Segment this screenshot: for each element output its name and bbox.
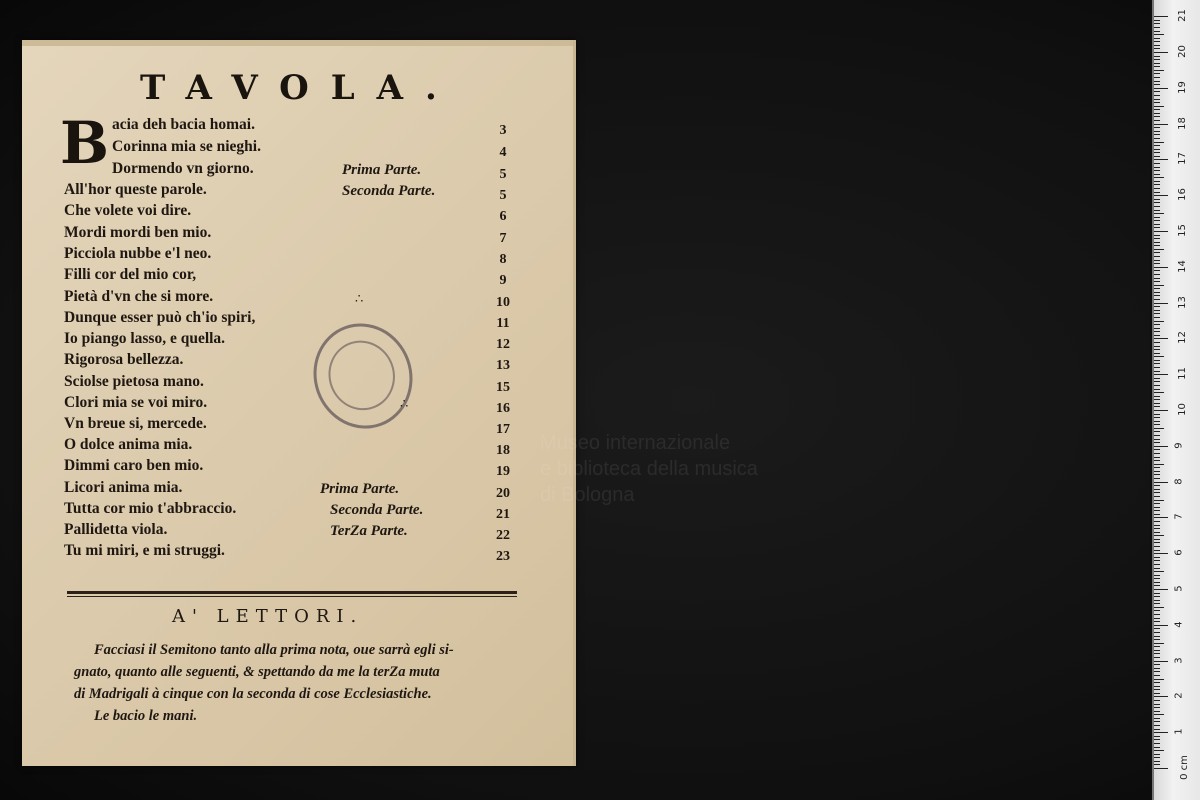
lettori-line: gnato, quanto alle seguenti, & spettando da me la terZa muta bbox=[74, 664, 440, 680]
toc-page-number: 20 bbox=[496, 486, 510, 501]
page-title: TAVOLA. bbox=[140, 68, 459, 108]
ruler-tick bbox=[1154, 138, 1160, 139]
ruler-tick bbox=[1154, 385, 1160, 386]
ruler-tick bbox=[1154, 113, 1160, 114]
toc-part-label: Prima Parte. bbox=[320, 481, 400, 497]
ruler-tick bbox=[1154, 184, 1160, 185]
ruler-tick bbox=[1154, 281, 1160, 282]
ruler-tick bbox=[1154, 614, 1160, 615]
ruler-tick bbox=[1154, 256, 1160, 257]
ruler-tick bbox=[1154, 600, 1160, 601]
ruler-tick bbox=[1154, 70, 1164, 71]
ruler-tick bbox=[1154, 621, 1160, 622]
ruler-number: 13 bbox=[1176, 295, 1188, 309]
lettori-line: Facciasi il Semitono tanto alla prima nota, oue sarrà egli si- bbox=[94, 642, 454, 658]
ruler-tick bbox=[1154, 414, 1160, 415]
ruler-tick bbox=[1154, 88, 1168, 89]
ruler-tick bbox=[1154, 242, 1160, 243]
ruler-tick bbox=[1154, 718, 1160, 719]
ruler-tick bbox=[1154, 177, 1164, 178]
ruler-tick bbox=[1154, 27, 1160, 28]
ruler-tick bbox=[1154, 134, 1160, 135]
toc-title: All'hor queste parole. bbox=[64, 181, 207, 198]
ruler-tick bbox=[1154, 238, 1160, 239]
toc-title: Dunque esser può ch'io spiri, bbox=[64, 309, 256, 326]
ruler-tick bbox=[1154, 571, 1164, 572]
ruler-tick bbox=[1154, 593, 1160, 594]
ruler-tick bbox=[1154, 607, 1164, 608]
ruler-tick bbox=[1154, 285, 1164, 286]
ruler-tick bbox=[1154, 77, 1160, 78]
ruler-unit-label: 0 cm bbox=[1178, 755, 1190, 780]
ruler-tick bbox=[1154, 754, 1160, 755]
ruler-tick bbox=[1154, 363, 1160, 364]
toc-part-label: Seconda Parte. bbox=[342, 183, 436, 199]
ruler-tick bbox=[1154, 467, 1160, 468]
toc-title: Mordi mordi ben mio. bbox=[64, 224, 212, 241]
ruler-tick bbox=[1154, 353, 1160, 354]
book-page bbox=[22, 40, 576, 766]
ruler-tick bbox=[1154, 424, 1160, 425]
toc-title: Picciola nubbe e'l neo. bbox=[64, 245, 212, 262]
toc-title: Sciolse pietosa mano. bbox=[64, 373, 204, 390]
ruler-tick bbox=[1154, 610, 1160, 611]
toc-page-number: 23 bbox=[496, 549, 510, 564]
ruler-tick bbox=[1154, 23, 1160, 24]
ruler-tick bbox=[1154, 299, 1160, 300]
ruler-tick bbox=[1154, 131, 1160, 132]
ruler-tick bbox=[1154, 435, 1160, 436]
ruler-tick bbox=[1154, 585, 1160, 586]
ruler-tick bbox=[1154, 52, 1168, 53]
ruler-number: 21 bbox=[1176, 9, 1188, 23]
ruler-tick bbox=[1154, 503, 1160, 504]
ruler-tick bbox=[1154, 596, 1160, 597]
ruler-tick bbox=[1154, 568, 1160, 569]
ruler-tick bbox=[1154, 575, 1160, 576]
ruler-tick bbox=[1154, 671, 1160, 672]
ruler-tick bbox=[1154, 202, 1160, 203]
toc-title: acia deh bacia homai. bbox=[112, 116, 255, 133]
ruler-tick bbox=[1154, 38, 1160, 39]
watermark-line: e biblioteca della musica bbox=[540, 458, 758, 480]
ruler-tick bbox=[1154, 399, 1160, 400]
library-stamp bbox=[299, 309, 427, 442]
ruler-tick bbox=[1154, 317, 1160, 318]
ruler-tick bbox=[1154, 338, 1168, 339]
ruler-tick bbox=[1154, 145, 1160, 146]
ruler-tick bbox=[1154, 20, 1160, 21]
ruler-tick bbox=[1154, 109, 1160, 110]
ruler-tick bbox=[1154, 267, 1168, 268]
ruler-tick bbox=[1154, 328, 1160, 329]
toc-page-number: 4 bbox=[499, 145, 507, 160]
ruler-tick bbox=[1154, 195, 1168, 196]
ruler-tick bbox=[1154, 378, 1160, 379]
ruler-tick bbox=[1154, 73, 1160, 74]
ruler-tick bbox=[1154, 507, 1160, 508]
ruler-number: 7 bbox=[1173, 513, 1185, 521]
toc-page-number: 7 bbox=[499, 231, 507, 246]
ruler-tick bbox=[1154, 181, 1160, 182]
ruler-number: 11 bbox=[1176, 367, 1188, 381]
ruler-tick bbox=[1154, 288, 1160, 289]
ruler-tick bbox=[1154, 59, 1160, 60]
toc-page-number: 5 bbox=[499, 167, 507, 182]
toc-title: Tu mi miri, e mi struggi. bbox=[64, 542, 225, 559]
ruler-tick bbox=[1154, 636, 1160, 637]
ruler-number: 17 bbox=[1176, 152, 1188, 166]
ruler-tick bbox=[1154, 460, 1160, 461]
ruler-tick bbox=[1154, 546, 1160, 547]
ruler-tick bbox=[1154, 310, 1160, 311]
toc-title: O dolce anima mia. bbox=[64, 436, 193, 453]
watermark-line: Museo internazionale bbox=[540, 432, 731, 454]
ruler-tick bbox=[1154, 525, 1160, 526]
ruler-tick bbox=[1154, 210, 1160, 211]
toc-page-number: 17 bbox=[496, 422, 510, 437]
ruler-tick bbox=[1154, 356, 1164, 357]
ruler-tick bbox=[1154, 446, 1168, 447]
ruler-tick bbox=[1154, 550, 1160, 551]
watermark-line: di Bologna bbox=[540, 484, 635, 506]
drop-cap: B bbox=[60, 109, 110, 177]
ruler-tick bbox=[1154, 389, 1160, 390]
ruler-tick bbox=[1154, 227, 1160, 228]
toc-title: Tutta cor mio t'abbraccio. bbox=[64, 500, 237, 517]
ruler-tick bbox=[1154, 306, 1160, 307]
ruler-number: 8 bbox=[1173, 477, 1185, 485]
toc-page-number: 11 bbox=[496, 316, 510, 331]
ruler-tick bbox=[1154, 124, 1168, 125]
ruler-number: 1 bbox=[1173, 728, 1185, 735]
ruler-tick bbox=[1154, 231, 1168, 232]
toc-page-number: 12 bbox=[496, 337, 510, 352]
ruler-tick bbox=[1154, 245, 1160, 246]
ruler-tick bbox=[1154, 367, 1160, 368]
toc-part-label: Prima Parte. bbox=[342, 162, 422, 178]
ruler-tick bbox=[1154, 693, 1160, 694]
ruler-tick bbox=[1154, 736, 1160, 737]
ornament-mark: ∴ bbox=[400, 397, 409, 412]
ruler-tick bbox=[1154, 81, 1160, 82]
ruler-tick bbox=[1154, 324, 1160, 325]
ruler-tick bbox=[1154, 278, 1160, 279]
ruler-tick bbox=[1154, 442, 1160, 443]
divider-rule-thin bbox=[67, 596, 517, 597]
ruler-tick bbox=[1154, 510, 1160, 511]
ruler-tick bbox=[1154, 48, 1160, 49]
ruler-tick bbox=[1154, 553, 1168, 554]
ruler-tick bbox=[1154, 464, 1164, 465]
ruler-tick bbox=[1154, 335, 1160, 336]
toc-title: Clori mia se voi miro. bbox=[64, 394, 208, 411]
ruler-tick bbox=[1154, 116, 1160, 117]
ruler-tick bbox=[1154, 757, 1160, 758]
ruler-tick bbox=[1154, 474, 1160, 475]
ruler-tick bbox=[1154, 721, 1160, 722]
toc-page-number: 16 bbox=[496, 401, 510, 416]
toc-title: Licori anima mia. bbox=[64, 479, 183, 496]
ruler-tick bbox=[1154, 532, 1160, 533]
ruler-tick bbox=[1154, 632, 1160, 633]
ruler-tick bbox=[1154, 403, 1160, 404]
ruler-tick bbox=[1154, 260, 1160, 261]
ruler-number: 20 bbox=[1176, 45, 1188, 58]
ruler-tick bbox=[1154, 700, 1160, 701]
ruler-tick bbox=[1154, 514, 1160, 515]
ruler-tick bbox=[1154, 199, 1160, 200]
ruler-tick bbox=[1154, 768, 1168, 769]
ruler-tick bbox=[1154, 750, 1164, 751]
ruler-tick bbox=[1154, 521, 1160, 522]
toc-title: Pietà d'vn che si more. bbox=[64, 288, 214, 305]
ruler-tick bbox=[1154, 106, 1164, 107]
ruler-tick bbox=[1154, 188, 1160, 189]
ruler-tick bbox=[1154, 167, 1160, 168]
ruler-tick bbox=[1154, 457, 1160, 458]
measuring-ruler bbox=[1152, 0, 1200, 800]
toc-page-number: 13 bbox=[496, 358, 510, 373]
ruler-number: 16 bbox=[1176, 188, 1188, 202]
toc-title: Io piango lasso, e quella. bbox=[64, 330, 226, 347]
ruler-tick bbox=[1154, 747, 1160, 748]
ruler-tick bbox=[1154, 528, 1160, 529]
ruler-tick bbox=[1154, 725, 1160, 726]
ruler-tick bbox=[1154, 453, 1160, 454]
toc-page-number: 5 bbox=[499, 188, 507, 203]
toc-page-number: 10 bbox=[496, 295, 510, 310]
ruler-tick bbox=[1154, 235, 1160, 236]
ruler-tick bbox=[1154, 428, 1164, 429]
ruler-tick bbox=[1154, 174, 1160, 175]
toc-page-number: 3 bbox=[499, 123, 507, 138]
ruler-tick bbox=[1154, 274, 1160, 275]
ruler-tick bbox=[1154, 682, 1160, 683]
lettori-line: Le bacio le mani. bbox=[94, 708, 198, 724]
ruler-tick bbox=[1154, 56, 1160, 57]
ruler-tick bbox=[1154, 729, 1160, 730]
ruler-tick bbox=[1154, 371, 1160, 372]
ruler-tick bbox=[1154, 16, 1168, 17]
ruler-tick bbox=[1154, 643, 1164, 644]
toc-title: Dimmi caro ben mio. bbox=[64, 457, 204, 474]
ruler-tick bbox=[1154, 679, 1164, 680]
toc-page-number: 19 bbox=[496, 464, 510, 479]
ruler-tick bbox=[1154, 374, 1168, 375]
toc-title: Che volete voi dire. bbox=[64, 202, 192, 219]
ruler-tick bbox=[1154, 99, 1160, 100]
toc-page-number: 9 bbox=[499, 273, 507, 288]
ruler-tick bbox=[1154, 661, 1168, 662]
ruler-tick bbox=[1154, 31, 1160, 32]
toc-title: Corinna mia se nieghi. bbox=[112, 138, 261, 155]
ruler-tick bbox=[1154, 704, 1160, 705]
ruler-tick bbox=[1154, 213, 1164, 214]
toc-page-number: 15 bbox=[496, 380, 510, 395]
ruler-number: 5 bbox=[1173, 585, 1185, 592]
ruler-tick bbox=[1154, 500, 1164, 501]
toc-page-number: 8 bbox=[499, 252, 507, 267]
ruler-tick bbox=[1154, 714, 1164, 715]
ruler-tick bbox=[1154, 142, 1164, 143]
ruler-tick bbox=[1154, 535, 1164, 536]
ruler-tick bbox=[1154, 342, 1160, 343]
ruler-tick bbox=[1154, 84, 1160, 85]
toc-page-number: 21 bbox=[496, 507, 510, 522]
toc-title: Vn breue si, mercede. bbox=[64, 415, 207, 432]
ruler-tick bbox=[1154, 471, 1160, 472]
ruler-tick bbox=[1154, 192, 1160, 193]
ruler-tick bbox=[1154, 410, 1168, 411]
ruler-tick bbox=[1154, 489, 1160, 490]
ruler-tick bbox=[1154, 95, 1160, 96]
ruler-tick bbox=[1154, 764, 1160, 765]
ruler-number: 14 bbox=[1176, 259, 1188, 273]
ruler-tick bbox=[1154, 578, 1160, 579]
ruler-tick bbox=[1154, 542, 1160, 543]
toc-page-number: 18 bbox=[496, 443, 510, 458]
ruler-tick bbox=[1154, 564, 1160, 565]
ruler-tick bbox=[1154, 539, 1160, 540]
ruler-tick bbox=[1154, 668, 1160, 669]
ruler-tick bbox=[1154, 449, 1160, 450]
ruler-tick bbox=[1154, 127, 1160, 128]
ruler-tick bbox=[1154, 102, 1160, 103]
ruler-tick bbox=[1154, 707, 1160, 708]
toc-title: Pallidetta viola. bbox=[64, 521, 168, 538]
ruler-number: 2 bbox=[1173, 692, 1185, 700]
ruler-tick bbox=[1154, 689, 1160, 690]
toc-title: Dormendo vn giorno. bbox=[112, 160, 254, 177]
ruler-tick bbox=[1154, 406, 1160, 407]
ruler-number: 9 bbox=[1173, 442, 1185, 449]
ruler-number: 12 bbox=[1176, 331, 1188, 345]
toc-page-number: 6 bbox=[499, 209, 507, 224]
ruler-number: 4 bbox=[1173, 621, 1185, 628]
ruler-tick bbox=[1154, 628, 1160, 629]
ruler-tick bbox=[1154, 625, 1168, 626]
ruler-tick bbox=[1154, 63, 1160, 64]
ruler-tick bbox=[1154, 650, 1160, 651]
ruler-tick bbox=[1154, 252, 1160, 253]
ruler-tick bbox=[1154, 349, 1160, 350]
ornament-mark: ∴ bbox=[355, 292, 364, 307]
ruler-tick bbox=[1154, 646, 1160, 647]
ruler-tick bbox=[1154, 431, 1160, 432]
ruler-tick bbox=[1154, 664, 1160, 665]
ruler-tick bbox=[1154, 560, 1160, 561]
ruler-tick bbox=[1154, 686, 1160, 687]
ruler-tick bbox=[1154, 557, 1160, 558]
toc-part-label: Seconda Parte. bbox=[330, 502, 424, 518]
ruler-tick bbox=[1154, 496, 1160, 497]
ruler-tick bbox=[1154, 392, 1164, 393]
ruler-tick bbox=[1154, 249, 1164, 250]
page-edge bbox=[22, 40, 573, 46]
ruler-tick bbox=[1154, 743, 1160, 744]
ruler-tick bbox=[1154, 295, 1160, 296]
ruler-tick bbox=[1154, 396, 1160, 397]
ruler-tick bbox=[1154, 159, 1168, 160]
ruler-tick bbox=[1154, 321, 1164, 322]
ruler-tick bbox=[1154, 149, 1160, 150]
ruler-tick bbox=[1154, 657, 1160, 658]
ruler-number: 19 bbox=[1176, 80, 1188, 94]
ruler-tick bbox=[1154, 492, 1160, 493]
toc-page-number: 22 bbox=[496, 528, 510, 543]
ruler-tick bbox=[1154, 417, 1160, 418]
ruler-tick bbox=[1154, 331, 1160, 332]
ruler-tick bbox=[1154, 91, 1160, 92]
ruler-tick bbox=[1154, 224, 1160, 225]
ruler-tick bbox=[1154, 206, 1160, 207]
watermark bbox=[540, 430, 758, 508]
ruler-tick bbox=[1154, 220, 1160, 221]
ruler-tick bbox=[1154, 152, 1160, 153]
ruler-tick bbox=[1154, 618, 1160, 619]
ruler-number: 10 bbox=[1176, 403, 1188, 416]
ruler-tick bbox=[1154, 170, 1160, 171]
ruler-tick bbox=[1154, 360, 1160, 361]
ruler-tick bbox=[1154, 303, 1168, 304]
ruler-tick bbox=[1154, 270, 1160, 271]
ruler-tick bbox=[1154, 156, 1160, 157]
ruler-tick bbox=[1154, 739, 1160, 740]
ruler-tick bbox=[1154, 346, 1160, 347]
ruler-tick bbox=[1154, 485, 1160, 486]
toc-part-label: TerZa Parte. bbox=[330, 523, 408, 539]
ruler-number: 18 bbox=[1176, 116, 1188, 130]
ruler-tick bbox=[1154, 163, 1160, 164]
toc-title: Rigorosa bellezza. bbox=[64, 351, 184, 368]
toc-title: Filli cor del mio cor, bbox=[64, 266, 197, 283]
ruler-tick bbox=[1154, 582, 1160, 583]
ruler-tick bbox=[1154, 120, 1160, 121]
ruler-tick bbox=[1154, 482, 1168, 483]
ruler-tick bbox=[1154, 34, 1164, 35]
ruler-tick bbox=[1154, 478, 1160, 479]
ruler-number: 6 bbox=[1173, 549, 1185, 556]
ruler-number: 15 bbox=[1176, 224, 1188, 237]
ruler-tick bbox=[1154, 66, 1160, 67]
ruler-tick bbox=[1154, 292, 1160, 293]
lettori-line: di Madrigali à cinque con la seconda di cose Ecclesiastiche. bbox=[74, 686, 432, 702]
ruler-tick bbox=[1154, 732, 1168, 733]
ruler-tick bbox=[1154, 439, 1160, 440]
ruler-tick bbox=[1154, 696, 1168, 697]
ruler-tick bbox=[1154, 263, 1160, 264]
ruler-tick bbox=[1154, 761, 1160, 762]
ruler-number: 3 bbox=[1173, 656, 1185, 664]
ruler-tick bbox=[1154, 517, 1168, 518]
ruler-tick bbox=[1154, 45, 1160, 46]
ruler-tick bbox=[1154, 217, 1160, 218]
ruler-tick bbox=[1154, 313, 1160, 314]
ruler-tick bbox=[1154, 675, 1160, 676]
lettori-heading: A' LETTORI. bbox=[172, 606, 364, 627]
ruler-tick bbox=[1154, 41, 1160, 42]
ruler-tick bbox=[1154, 639, 1160, 640]
divider-rule bbox=[67, 591, 517, 594]
ruler-tick bbox=[1154, 711, 1160, 712]
ruler-tick bbox=[1154, 603, 1160, 604]
ruler-tick bbox=[1154, 381, 1160, 382]
ruler-tick bbox=[1154, 653, 1160, 654]
ruler-tick bbox=[1154, 421, 1160, 422]
ruler-tick bbox=[1154, 589, 1168, 590]
